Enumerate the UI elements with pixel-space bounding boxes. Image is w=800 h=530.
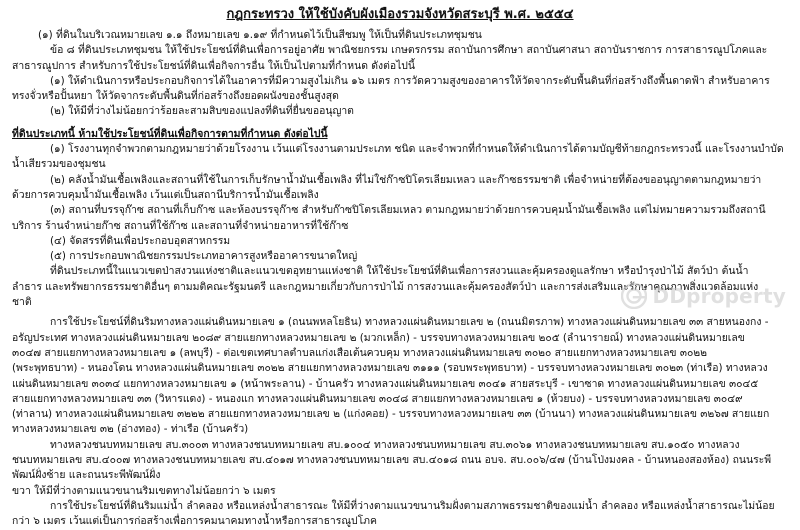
paragraph: ขวา ให้มีที่ว่างตามแนวขนานริมเขตทางไม่น้อยกว่า ๖ เมตร	[12, 484, 276, 497]
paragraph: (๒) ให้มีที่ว่างไม่น้อยกว่าร้อยละสามสิบของแปลงที่ดินที่ยื่นขออนุญาต	[50, 105, 354, 118]
paragraph: ลำธาร และทรัพยากรธรรมชาติอื่นๆ ตามมติคณะรัฐมนตรี และกฎหมายเกี่ยวกับการป่าไม้ การสงวนและคุ้มครองสัตว์ป่า และการส่งเสริมและรักษาคุณภาพสิ่งแวดล้อมแห่ง	[12, 280, 759, 293]
paragraph: ชนบทหมายเลข สบ.๔๐๐๗ ทางหลวงชนบทหมายเลข สบ.๔๐๑๗ ทางหลวงชนบทหมายเลข สบ.๔๐๑๘ ถนน อบจ. สบ.๐๐๖/๔๗ (บ้านโป่งมงคล - บ้านหนองสองห้อง) ถนนระพีพัฒน์ฝั่งซ้าย และถนนระพีพัฒน์ฝั่ง	[12, 454, 772, 482]
paragraph: สายแยกทางหลวงหมายเลข ๓๓ (วิหารแดง) - หนองแก ทางหลวงแผ่นดินหมายเลข ๓๐๔๘ สายแยกทางหลวงหมายเลข ๑ (ห้วยบง) - บรรจบทางหลวงหมายเลข ๓๐๔๙	[12, 392, 743, 405]
paragraph: (๓) สถานที่บรรจุก๊าซ สถานที่เก็บก๊าซ และห้องบรรจุก๊าซ สำหรับก๊าซปิโตรเลียมเหลว ตามกฎหมายว่าด้วยการควบคุมน้ำมันเชื้อเพลิง แต่ไม่หมายความรวมถึงสถานี	[50, 204, 766, 217]
paragraph: (ท่าลาน) ทางหลวงแผ่นดินหมายเลข ๓๒๒๒ สายแยกทางหลวงหมายเลข ๒ (แก่งคอย) - บรรจบทางหลวงหมายเลข ๓๓ (บ้านนา) ทางหลวงแผ่นดินหมายเลข ๓๒๖๗ สายแยก	[12, 408, 770, 421]
paragraph: ทางหลวงหมายเลข ๓๒ (อ่างทอง) - ท่าเรือ (บ้านครัว)	[12, 423, 249, 436]
paragraph: กว่า ๖ เมตร เว้นแต่เป็นการก่อสร้างเพื่อการคมนาคมทางน้ำหรือการสาธารณูปโภค	[12, 515, 377, 528]
paragraph: ทางหลวงชนบทหมายเลข สบ.๓๐๐๓ ทางหลวงชนบทหมายเลข สบ.๑๐๐๔ ทางหลวงชนบทหมายเลข สบ.๓๐๖๑ ทางหลวงชนบทหมายเลข สบ.๑๐๕๐ ทางหลวง	[50, 438, 740, 451]
paragraph: สาธารณูปการ สำหรับการใช้ประโยชน์ที่ดินเพื่อกิจการอื่น ให้เป็นไปตามที่กำหนด ดังต่อไปนี้	[12, 59, 416, 72]
paragraph: (๔) จัดสรรที่ดินเพื่อประกอบอุตสาหกรรม	[50, 234, 231, 247]
paragraph: ชาติ	[12, 296, 32, 309]
paragraph: การใช้ประโยชน์ที่ดินริมแม่น้ำ ลำคลอง หรือแหล่งน้ำสาธารณะ ให้มีที่ว่างตามแนวขนานริมฝั่งตามสภาพธรรมชาติของแม่น้ำ ลำคลอง หรือแหล่งน้ำสาธารณะไม่น้อย	[50, 499, 775, 512]
paragraph: ข้อ ๘ ที่ดินประเภทชุมชน ให้ใช้ประโยชน์ที่ดินเพื่อการอยู่อาศัย พาณิชยกรรม เกษตรกรรม สถาบันการศึกษา สถาบันศาสนา สถาบันราชการ การสาธารณูปโภคและ	[50, 44, 768, 57]
section-heading: ที่ดินประเภทนี้ ห้ามใช้ประโยชน์ที่ดินเพื่อกิจการตามที่กำหนด ดังต่อไปนี้	[12, 127, 328, 140]
paragraph: ที่ดินประเภทนี้ในแนวเขตป่าสงวนแห่งชาติและแนวเขตอุทยานแห่งชาติ ให้ใช้ประโยชน์ที่ดินเพื่อการสงวนและคุ้มครองดูแลรักษา หรือบำรุงป่าไม้ สัตว์ป่า ต้นน้ำ	[50, 265, 749, 278]
paragraph: ทรงจั่วหรือปั้นหยา ให้วัดจากระดับพื้นดินที่ก่อสร้างถึงยอดผนังของชั้นสูงสุด	[12, 90, 339, 103]
watermark-brand-text: DDproperty	[652, 284, 786, 308]
paragraph: แผ่นดินหมายเลข ๓๐๓๔ แยกทางหลวงหมายเลข ๑ (หน้าพระลาน) - บ้านครัว ทางหลวงแผ่นดินหมายเลข ๓๐๔๑ สายสระบุรี - เขาซาด ทางหลวงแผ่นดินหมายเลข ๓๐๔๕	[12, 377, 759, 390]
paragraph: (๑) ที่ดินในบริเวณหมายเลข ๑.๑ ถึงหมายเลข ๑.๑๙ ที่กำหนดไว้เป็นสีชมพู ให้เป็นที่ดินประเภทชุมชน	[38, 29, 482, 41]
document-title: กฎกระทรวง ให้ใช้บังคับผังเมืองรวมจังหวัดสระบุรี พ.ศ. ๒๕๕๔	[226, 7, 574, 22]
paragraph: (๑) โรงงานทุกจำพวกตามกฎหมายว่าด้วยโรงงาน เว้นแต่โรงงานตามประเภท ชนิด และจำพวกที่กำหนดให้ดำเนินการได้ตามบัญชีท้ายกฎกระทรวงนี้ และโรงงานบำบัด	[50, 143, 784, 156]
paragraph: การใช้ประโยชน์ที่ดินริมทางหลวงแผ่นดินหมายเลข ๑ (ถนนพหลโยธิน) ทางหลวงแผ่นดินหมายเลข ๒ (ถนนมิตรภาพ) ทางหลวงแผ่นดินหมายเลข ๓๓ สายหนองกง -	[50, 316, 769, 329]
paragraph: บริการ ร้านจำหน่ายก๊าซ สถานที่ใช้ก๊าซ และสถานที่จำหน่ายอาหารที่ใช้ก๊าซ	[12, 219, 349, 232]
paragraph: (พระพุทธบาท) - หนองโดน ทางหลวงแผ่นดินหมายเลข ๓๐๒๒ สายแยกทางหลวงหมายเลข ๓๑๑๑ (รอบพระพุทธบาท) - บรรจบทางหลวงหมายเลข ๓๐๒๓ (ท่าเรือ) ทางหลวง	[12, 362, 768, 375]
paragraph: (๑) ให้ดำเนินการหรือประกอบกิจการได้ในอาคารที่มีความสูงไม่เกิน ๑๖ เมตร การวัดความสูงของอาคารให้วัดจากระดับพื้นดินที่ก่อสร้างถึงพื้นดาดฟ้า สำหรับอาคาร	[50, 74, 770, 87]
paragraph: น้ำเสียรวมของชุมชน	[12, 158, 106, 171]
paragraph: (๒) คลังน้ำมันเชื้อเพลิงและสถานที่ใช้ในการเก็บรักษาน้ำมันเชื้อเพลิง ที่ไม่ใช่ก๊าซปิโตรเลียมเหลว และก๊าซธรรมชาติ เพื่อจำหน่ายที่ต้องขออนุญาตตามกฎหมายว่า	[50, 173, 762, 186]
paragraph: ๓๐๔๗ สายแยกทางหลวงหมายเลข ๑ (ลพบุรี) - ต่อเขตเทศบาลตำบลแก่งเสือเต้นควบคุม ทางหลวงแผ่นดินหมายเลข ๓๐๒๐ สายแยกทางหลวงหมายเลข ๓๐๒๒	[12, 346, 707, 359]
paragraph: อรัญประเทศ ทางหลวงแผ่นดินหมายเลข ๒๐๘๙ สายแยกทางหลวงหมายเลข ๒ (มวกเหล็ก) - บรรจบทางหลวงหมายเลข ๒๐๕ (ลำนารายณ์) ทางหลวงแผ่นดินหมายเลข	[12, 331, 745, 344]
paragraph: (๕) การประกอบพาณิชยกรรมประเภทอาคารสูงหรืออาคารขนาดใหญ่	[50, 250, 358, 263]
paragraph: ด้วยการควบคุมน้ำมันเชื้อเพลิง เว้นแต่เป็นสถานีบริการน้ำมันเชื้อเพลิง	[12, 188, 319, 201]
